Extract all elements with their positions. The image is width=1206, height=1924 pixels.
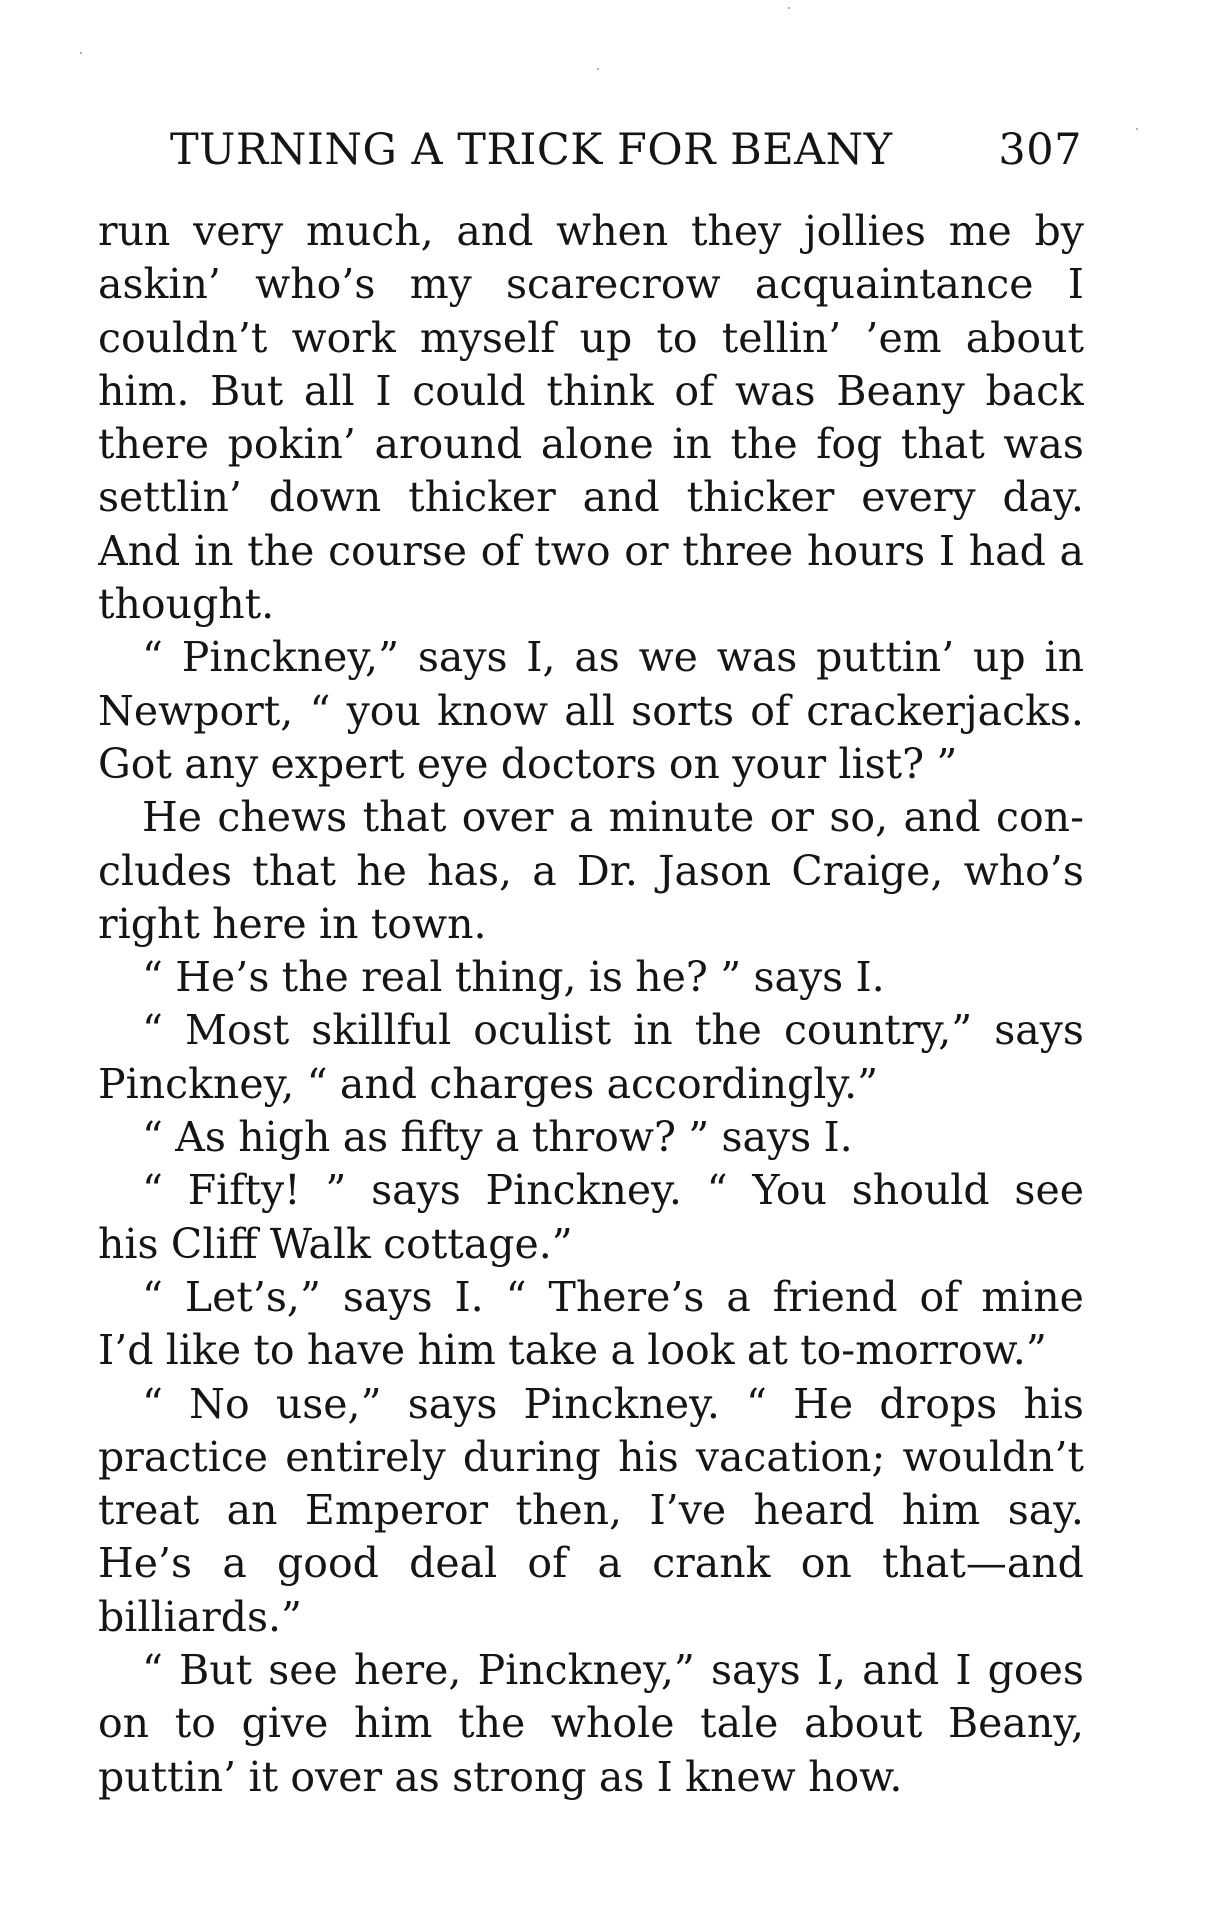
word: right [98,899,200,948]
word: throw? [531,1113,676,1162]
word: know [437,686,549,735]
word: the [247,526,315,575]
word: says [710,1646,801,1695]
word: as [598,1752,645,1801]
word: deal [409,1539,498,1588]
word: As [175,1113,226,1162]
word: look [647,1326,735,1375]
word: it [248,1752,279,1801]
word: mine [981,1272,1084,1321]
word: He [142,793,203,842]
word: like [165,1326,242,1375]
word: friend [772,1272,898,1321]
word: charges [429,1059,595,1108]
word: myself [419,313,556,362]
word: of [919,1272,960,1321]
word: treat [98,1486,200,1535]
scan-speck [80,52,82,54]
word: on [98,1699,150,1748]
text-line [98,525,1084,578]
word: he [356,846,407,895]
word: chews [217,793,348,842]
word: country,” [783,1006,973,1055]
word: and [339,1059,418,1108]
word: eye [416,739,489,788]
body-text [98,205,1084,1804]
text-line [98,578,1084,631]
text-line [98,1111,1084,1164]
word: Pinckney,” [181,633,400,682]
word: think [546,366,654,415]
word: thing, [454,953,577,1002]
word: of [674,366,715,415]
word: drops [879,1379,998,1428]
text-line [98,205,1084,258]
word: ” [936,739,958,788]
word: him [417,1326,496,1375]
word: in [193,526,234,575]
word: in [318,899,359,948]
word: in [1044,633,1084,682]
word: to [253,1326,295,1375]
text-line [98,1164,1084,1217]
word: have [306,1326,406,1375]
running-header [170,120,1082,180]
word: And [98,526,181,575]
scan-speck [1136,128,1138,130]
word: thought. [98,580,275,629]
word: I [375,366,392,415]
word: and [456,207,534,255]
word: “ [142,953,163,1002]
word: that [252,846,337,895]
word: that—and [882,1539,1084,1588]
word: any [184,739,259,788]
word: who’s [963,846,1084,895]
word: see [1014,1166,1084,1215]
word: take [508,1326,599,1375]
word: here [212,899,307,948]
word: vacation; [695,1432,886,1481]
word: acquaintance [754,260,1034,309]
word: and [582,473,660,522]
word: him. [98,366,190,415]
word: settlin’ [98,473,242,522]
word: in [672,420,712,469]
text-line [98,1324,1084,1377]
word: real [361,953,443,1002]
word: should [851,1166,990,1215]
word: we [638,633,698,682]
word: “ [142,1272,163,1321]
word: when [556,207,669,255]
text-line [98,471,1084,524]
word: all [303,366,355,415]
word: thicker [686,473,835,522]
word: or [624,526,669,575]
word: ” [720,953,742,1002]
word: every [861,473,976,522]
text-line [98,685,1084,738]
word: accordingly.” [606,1059,879,1108]
word: I, [526,633,556,682]
text-line [98,1591,1084,1644]
word: thicker [408,473,556,522]
word: I. [454,1272,484,1321]
word: of [527,1539,568,1588]
word: I [938,526,956,575]
text-line [98,1378,1084,1431]
word: good [277,1539,379,1588]
word: town. [370,899,487,948]
word: says [371,1166,461,1215]
word: that [362,793,447,842]
word: my [409,260,472,309]
text-line [98,1697,1084,1750]
word: I [1067,260,1084,309]
word: so, [829,793,889,842]
word: list? [838,739,925,788]
text-line [98,1751,1084,1804]
word: Emperor [304,1486,489,1535]
word: day. [1002,473,1084,522]
word: there [98,420,210,469]
word: oculist [473,1006,612,1055]
word: on [800,1539,852,1588]
word: “ [142,1166,163,1215]
word: his [618,1432,679,1481]
word: to [656,313,698,362]
scan-speck [597,68,599,70]
word: jollies [803,207,926,255]
word: in [633,1006,673,1055]
word: use,” [275,1379,382,1428]
word: fifty [400,1113,483,1162]
word: Walk [269,1219,371,1268]
word: back [985,366,1084,415]
word: I’d [98,1326,154,1375]
text-line [98,1431,1084,1484]
word: Fifty! [187,1166,301,1215]
word: run [98,207,171,255]
word: course [328,526,468,575]
word: a [597,1539,622,1588]
word: was [716,633,798,682]
word: I. [823,1113,853,1162]
word: hours [806,526,926,575]
word: No [189,1379,250,1428]
word: strong [452,1752,587,1801]
word: a [222,1539,247,1588]
text-line [98,951,1084,1004]
word: cottage.” [383,1219,573,1268]
word: whole [550,1699,675,1748]
word: crackerjacks. [806,686,1084,735]
word: con- [996,793,1084,842]
word: up [579,313,633,362]
word: “ [142,633,163,682]
word: I. [855,953,885,1002]
word: Newport, [98,686,294,735]
word: has, [427,846,513,895]
text-line [98,258,1084,311]
word: me [948,207,1012,255]
word: says [417,633,508,682]
word: heard [753,1486,875,1535]
word: you [346,686,421,735]
word: as [574,633,620,682]
word: to-morrow.” [800,1326,1047,1375]
word: to [174,1699,216,1748]
word: cludes [98,846,233,895]
word: I’ve [649,1486,727,1535]
word: I [955,1646,972,1695]
word: But [179,1646,253,1695]
word: But [210,366,284,415]
word: by [1034,207,1084,255]
word: “ [142,1006,163,1055]
word: minute [608,793,755,842]
word: work [291,313,396,362]
word: Most [185,1006,290,1055]
word: during [462,1432,601,1481]
word: his [1023,1379,1084,1428]
word: Let’s,” [184,1272,321,1321]
word: “ [306,1059,328,1108]
word: that [900,420,985,469]
word: the [730,420,798,469]
word: Pinckney. [523,1379,720,1428]
word: a [610,1326,635,1375]
text-line [98,1484,1084,1537]
word: says [994,1006,1084,1055]
word: expert [270,739,405,788]
text-line [98,312,1084,365]
scan-speck [788,7,790,9]
word: a [494,1113,520,1162]
word: three [682,526,794,575]
text-line [98,791,1084,844]
word: ” [688,1113,710,1162]
word: Cliff [170,1219,258,1268]
page-number: 307 [998,125,1082,175]
word: Jason [658,846,772,895]
word: “ [505,1272,527,1321]
text-line [98,631,1084,684]
word: Dr. [576,846,638,895]
word: says [407,1379,498,1428]
word: There’s [548,1272,705,1321]
word: give [241,1699,329,1748]
word: puttin’ [816,633,955,682]
word: puttin’ [98,1752,237,1801]
word: a [568,793,594,842]
word: skillful [311,1006,452,1055]
word: he? [635,953,708,1002]
word: says [753,953,844,1002]
word: high [238,1113,331,1162]
word: He’s [98,1539,193,1588]
word: was [735,366,816,415]
word: “ [309,686,331,735]
word: says [342,1272,433,1321]
word: how. [808,1752,903,1801]
word: ” [325,1166,347,1215]
text-line [98,1537,1084,1590]
word: see [268,1646,338,1695]
word: wouldn’t [902,1432,1084,1481]
word: sorts [631,686,734,735]
word: couldn’t [98,313,268,362]
word: Pinckney, [98,1059,295,1108]
word: You [752,1166,827,1215]
word: I, [816,1646,847,1695]
word: here, [353,1646,462,1695]
word: on [668,739,720,788]
word: about [965,313,1084,362]
word: ’em [865,313,942,362]
running-title: TURNING A TRICK FOR BEANY [170,125,893,175]
text-line [98,418,1084,471]
word: much, [305,207,434,255]
word: at [746,1326,788,1375]
word: a [1059,526,1084,575]
word: Pinckney. [485,1166,682,1215]
text-line [98,738,1084,791]
text-line [98,1644,1084,1697]
text-line [98,1218,1084,1271]
text-line [98,1058,1084,1111]
word: a [726,1272,751,1321]
word: they [690,207,782,255]
word: Beany [836,366,965,415]
word: around [374,420,523,469]
word: Got [98,739,172,788]
word: as [342,1113,389,1162]
word: is [588,953,623,1002]
word: pokin’ [227,420,356,469]
text-line [98,845,1084,898]
word: then, [515,1486,623,1535]
word: the [281,953,349,1002]
word: Pinckney,” [477,1646,695,1695]
word: “ [142,1379,163,1428]
word: him [354,1699,433,1748]
word: of [750,686,791,735]
word: about [804,1699,923,1748]
word: an [226,1486,278,1535]
word: “ [746,1379,768,1428]
word: I [656,1752,673,1801]
word: could [412,366,526,415]
word: and [862,1646,940,1695]
word: the [458,1699,526,1748]
word: your [732,739,827,788]
word: down [268,473,382,522]
word: over [290,1752,383,1801]
word: entirely [285,1432,446,1481]
word: knew [685,1752,796,1801]
word: “ [142,1646,163,1695]
word: a [532,846,557,895]
word: askin’ [98,260,221,309]
word: as [394,1752,440,1801]
word: goes [987,1646,1084,1695]
word: crank [652,1539,771,1588]
word: He’s [175,953,270,1002]
word: “ [706,1166,728,1215]
text-line [98,1004,1084,1057]
word: of [480,526,521,575]
word: tellin’ [721,313,842,362]
text-line [98,365,1084,418]
word: all [564,686,615,735]
word: up [973,633,1026,682]
word: who’s [255,260,376,309]
word: practice [98,1432,269,1481]
text-line [98,898,1084,951]
word: very [193,207,284,255]
word: his [98,1219,159,1268]
word: over [461,793,554,842]
word: had [968,526,1046,575]
word: say. [1007,1486,1084,1535]
word: and [903,793,981,842]
word: him [901,1486,981,1535]
word: doctors [500,739,657,788]
word: or [769,793,814,842]
word: tale [700,1699,779,1748]
word: “ [142,1113,163,1162]
word: billiards.” [98,1592,303,1641]
word: He [793,1379,854,1428]
word: says [721,1113,812,1162]
word: alone [540,420,654,469]
word: fog [816,420,883,469]
word: two [534,526,611,575]
word: was [1003,420,1084,469]
text-line [98,1271,1084,1324]
word: Craige, [791,846,944,895]
word: Beany, [948,1699,1084,1748]
word: the [694,1006,762,1055]
word: scarecrow [506,260,721,309]
